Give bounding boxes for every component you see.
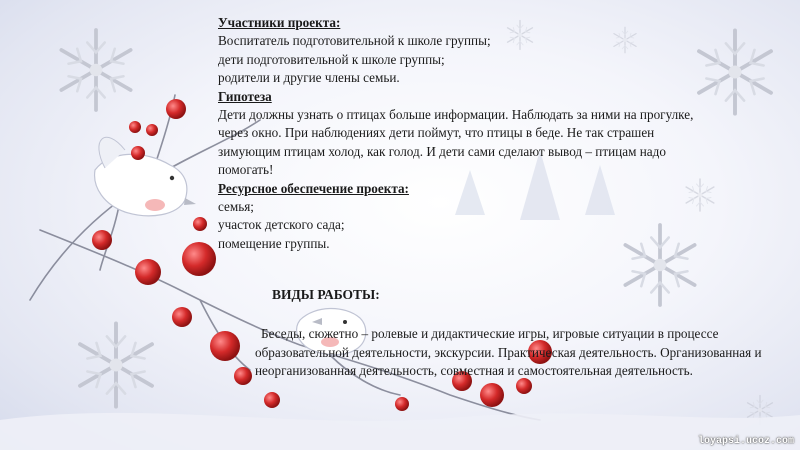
watermark: loyapsi.ucoz.com [697,436,794,447]
participant-item: Воспитатель подготовительной к школе группы; [218,33,491,49]
project-info [218,14,778,253]
participant-item: родители и другие члены семьи. [218,70,400,86]
hypothesis-line: через окно. При наблюдениях дети поймут, что птицы в беде. Не так страшен [218,125,655,141]
snowflake-bottom-left [80,323,152,406]
participant-item: дети подготовительной к школе группы; [218,51,445,67]
resource-item: участок детского сада; [218,217,345,233]
works-title: ВИДЫ РАБОТЫ: [272,287,380,302]
resource-item: семья; [218,199,254,215]
hypothesis-line: помогать! [218,162,274,178]
resources-heading: Ресурсное обеспечение проекта: [218,180,409,196]
hypothesis-line: Дети должны узнать о птицах больше информации. Наблюдать за ними на прогулке, [218,107,694,123]
bird-left [95,137,196,215]
participants-heading: Участники проекта: [218,15,341,30]
hypothesis-line: зимующим птицам холод, как голод. И дети сами сделают вывод – птицам надо [218,143,666,159]
snowflake-top-left [61,30,130,110]
works-description: Беседы, сюжетно – ролевые и дидактические игры, игровые ситуации в процессе образовательной деятельности, экскурсии. Практическая деятельность. Организованная и неорганизованная деятельность, совместная и самостоятельная деятельность. [255,326,762,379]
resource-item: помещение группы. [218,235,330,251]
hypothesis-heading: Гипотеза [218,88,272,104]
